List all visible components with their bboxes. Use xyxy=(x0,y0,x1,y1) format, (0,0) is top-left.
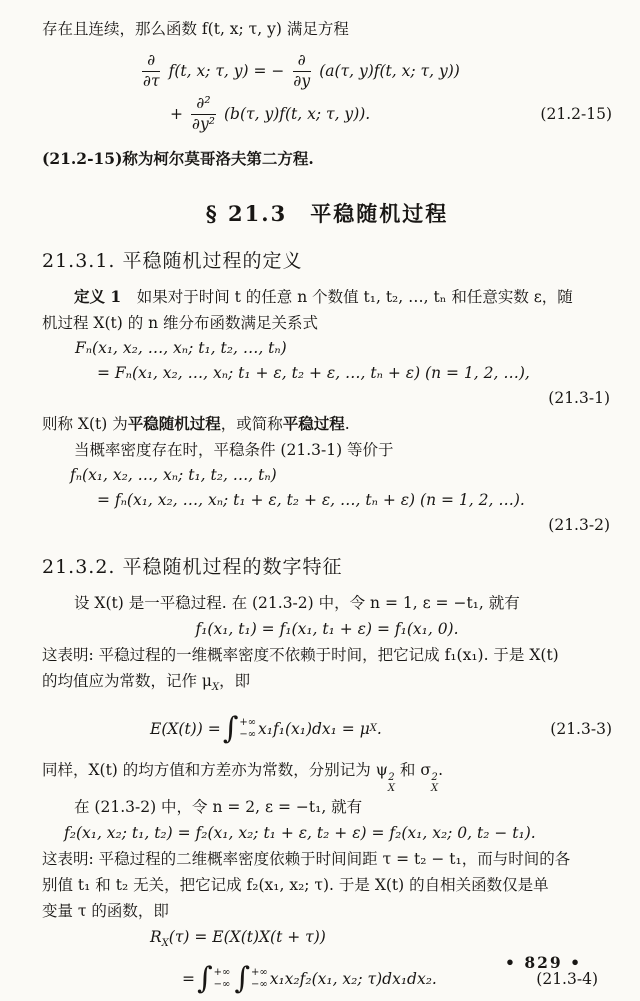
integral-sign: ∫ +∞ −∞ xyxy=(234,961,268,997)
equation-label: (21.3-1) xyxy=(548,389,610,407)
term-stationary-random-process: 平稳随机过程 xyxy=(127,414,221,433)
paragraph: 设 X(t) 是一平稳过程. 在 (21.3-2) 中，令 n = 1, ε = −t₁, 就有 xyxy=(74,594,520,612)
paragraph: 在 (21.3-2) 中，令 n = 2, ε = −t₁, 就有 xyxy=(74,798,363,817)
mu-subscript: X xyxy=(212,682,220,694)
section-heading: § 21.3 平稳随机过程 xyxy=(205,201,449,226)
intro-paragraph xyxy=(42,16,612,42)
paragraph: 的均值应为常数，记作 $\mu_X$，即 xyxy=(42,672,251,694)
equation-21-3-2: fₙ(x₁, x₂, …, xₙ; t₁, t₂, …, tₙ) = fₙ(x₁, x₂, …, xₙ; t₁ + ε, t₂ + ε, …, tₙ + ε) (n = 1, 2, …). (21.3-2) xyxy=(42,463,612,538)
definition-paragraph: 定义 1 如果对于时间 t 的任意 n 个数值 t₁, t₂, …, tₙ 和任意实数 ε，随 xyxy=(74,287,573,306)
equation-21-2-15 xyxy=(42,50,612,136)
psi-squared-x: 2 X xyxy=(387,772,395,794)
equation-text: (b(τ, y)f(t, x; τ, y)). xyxy=(224,105,371,123)
intro-text: 存在且连续，那么函数 f(t, x; τ, y) 满足方程 xyxy=(42,20,349,38)
equation-text: (a(τ, y)f(t, x; τ, y)) xyxy=(319,62,460,80)
equation-text: + xyxy=(170,105,183,123)
fraction: $\frac{\partial}{\partial y}$ xyxy=(293,50,311,90)
paragraph: 这表明: 平稳过程的一维概率密度不依赖于时间，把它记成 f₁(x₁). 于是 X(t) xyxy=(42,646,559,664)
subsection-heading-21-3-2: 21.3.2. 平稳随机过程的数字特征 xyxy=(42,556,343,578)
equation-21-3-3: E(X(t)) = ∫ +∞ −∞ x₁f₁(x₁)dx₁ = μ X . (21.3-3) xyxy=(42,707,612,751)
equation-f1: f₁(x₁, t₁) = f₁(x₁, t₁ + ε) = f₁(x₁, 0). xyxy=(195,620,459,638)
definition-label: 定义 1 xyxy=(74,287,122,306)
r-subscript: X xyxy=(161,938,169,950)
equation-label: (21.3-4) xyxy=(536,970,598,989)
fraction: $\frac{\text{∂²}}{\text{∂y²}}$ xyxy=(192,93,215,133)
equation-f2: f₂(x₁, x₂; t₁, t₂) = f₂(x₁, x₂; t₁ + ε, t₂ + ε) = f₂(x₁, x₂; 0, t₂ − t₁). xyxy=(64,824,536,843)
density-paragraph: 当概率密度存在时，平稳条件 (21.3-1) 等价于 xyxy=(74,441,394,459)
paragraph: 这表明: 平稳过程的二维概率密度依赖于时间间距 τ = t₂ − t₁，而与时间的各 xyxy=(42,850,571,869)
then-called-paragraph: 则称 X(t) 为平稳随机过程，或简称平稳过程. xyxy=(42,414,350,433)
paragraph: 别值 t₁ 和 t₂ 无关，把它记成 f₂(x₁, x₂; τ). 于是 X(t) 的自相关函数仅是单 xyxy=(42,876,549,895)
equation-label: (21.3-3) xyxy=(550,720,612,739)
equation-21-3-4: $R_X(\tau) = E(X(t)X(t + \tau))$ = ∫ +∞ −∞ ∫ +∞ −∞ x₁x₂f₂(x₁, x₂; τ)dx₁dx₂. (21.3-4) xyxy=(42,924,612,1001)
equation-label: (21.3-2) xyxy=(548,516,610,534)
paragraph: 变量 τ 的函数，即 xyxy=(42,902,169,921)
integral-sign: ∫ +∞ −∞ xyxy=(197,961,231,997)
sigma-squared-x: 2 X xyxy=(430,772,439,794)
mu-subscript: X xyxy=(369,723,377,735)
fraction: $\frac{\partial}{\partial\tau}$ xyxy=(143,50,160,90)
equation-label: (21.2-15) xyxy=(540,105,612,123)
integral-sign: ∫ +∞ −∞ xyxy=(222,711,257,747)
term-stationary-process: 平稳过程 xyxy=(282,414,345,433)
equation-text: f(t, x; τ, y) = − xyxy=(168,62,285,80)
definition-paragraph: 机过程 X(t) 的 n 维分布函数满足关系式 xyxy=(42,314,319,332)
paragraph: 同样，X(t) 的均方值和方差亦为常数，分别记为 ψ 2 X 和 σ 2 X . xyxy=(42,761,443,794)
page-number: • 829 • xyxy=(505,953,582,972)
equation-21-3-1: Fₙ(x₁, x₂, …, xₙ; t₁, t₂, …, tₙ) = Fₙ(x₁, x₂, …, xₙ; t₁ + ε, t₂ + ε, …, tₙ + ε) (n = 1, 2, …), (21.3-1) xyxy=(42,336,612,411)
subsection-heading-21-3-1: 21.3.1. 平稳随机过程的定义 xyxy=(42,250,303,272)
kolmogorov-note: (21.2-15)称为柯尔莫哥洛夫第二方程. xyxy=(42,149,314,168)
